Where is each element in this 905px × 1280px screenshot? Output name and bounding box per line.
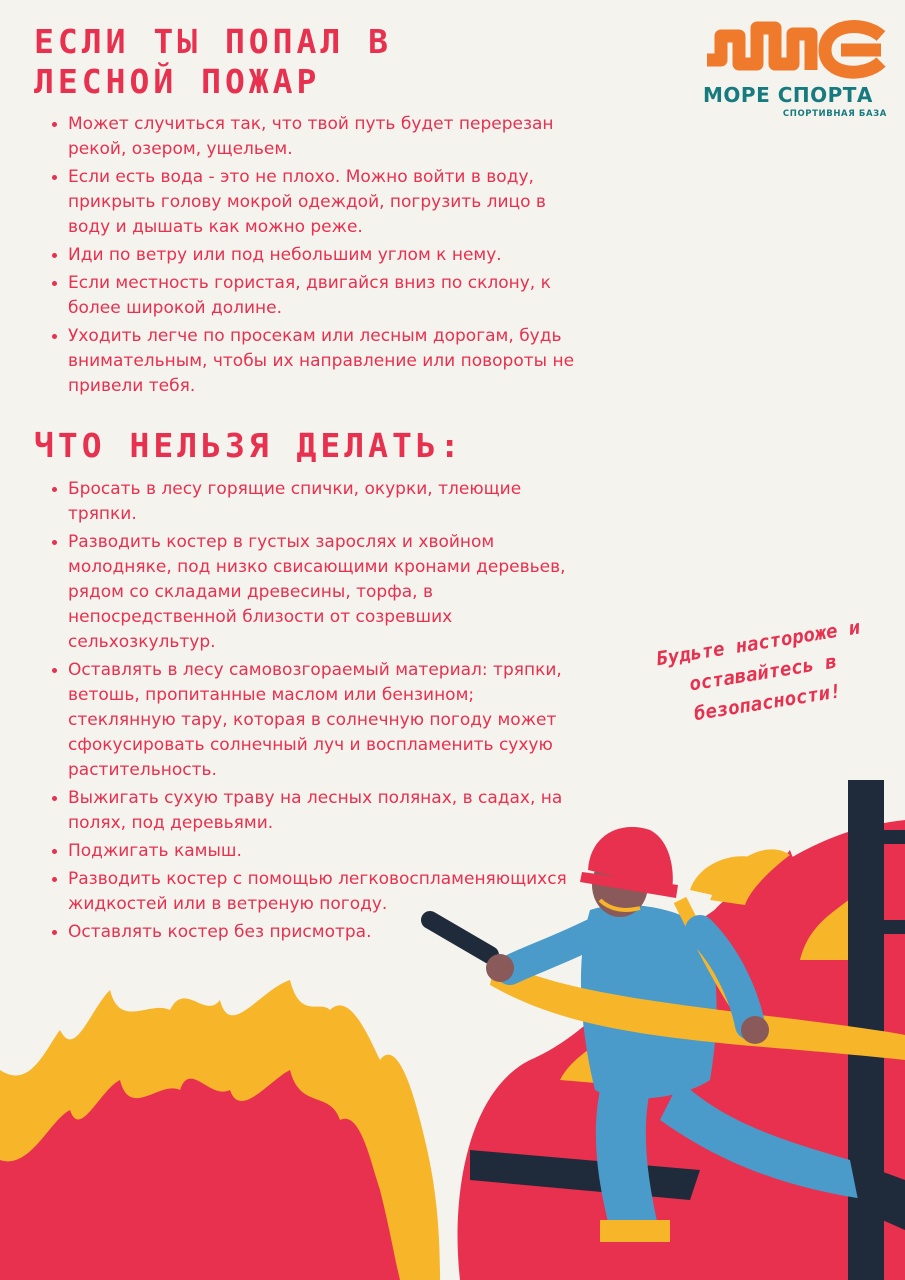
list-item: • Выжигать сухую траву на лесных полянах, в садах, на полях, под деревьями. [68,786,568,836]
list-item: • Разводить костер в густых зарослях и хвойном молодняке, под низко свисающими кронами деревьев, рядом со складами древесины, торфа, в непосредственной близости от созревших сельхозкультур. [68,530,568,655]
list-item: • Бросать в лесу горящие спички, окурки, тлеющие тряпки. [68,477,568,527]
list-item: • Если есть вода - это не плохо. Можно войти в воду, прикрыть голову мокрой одеждой, погрузить лицо в воду и дышать как можно реже. [68,165,588,240]
forbidden-title: ЧТО НЕЛЬЗЯ ДЕЛАТЬ: [34,426,464,465]
fire-tips-list [48,112,588,402]
logo-subtitle: СПОРТИВНАЯ БАЗА [782,109,887,119]
list-item: • Если местность гористая, двигайся вниз по склону, к более широкой долине. [68,271,588,321]
logo-name: МОРЕ СПОРТА [703,83,873,107]
list-item: • Иди по ветру или под небольшим углом к нему. [68,243,588,268]
list-item: • Разводить костер с помощью легковоспламеняющихся жидкостей или в ветреную погоду. [68,867,568,917]
list-item: • Может случиться так, что твой путь будет перерезан рекой, озером, ущельем. [68,112,588,162]
firefighter-illustration-icon [0,760,905,1280]
page-title: ЕСЛИ ТЫ ПОПАЛ В ЛЕСНОЙ ПОЖАР [34,22,393,102]
motto-text: Будьте настороже и оставайтесь в безопасности! [654,616,862,726]
list-item: • Уходить легче по просекам или лесным дорогам, будь внимательным, чтобы их направление или повороты не привели тебя. [68,324,588,399]
list-item: • Поджигать камыш. [68,839,568,864]
list-item: • Оставлять в лесу самовозгораемый материал: тряпки, ветошь, пропитанные маслом или бензином; стеклянную тару, которая в солнечную погоду может сфокусировать солнечный луч и воспламенить сухую растительность. [68,658,568,783]
list-item: • Оставлять костер без присмотра. [68,920,568,945]
